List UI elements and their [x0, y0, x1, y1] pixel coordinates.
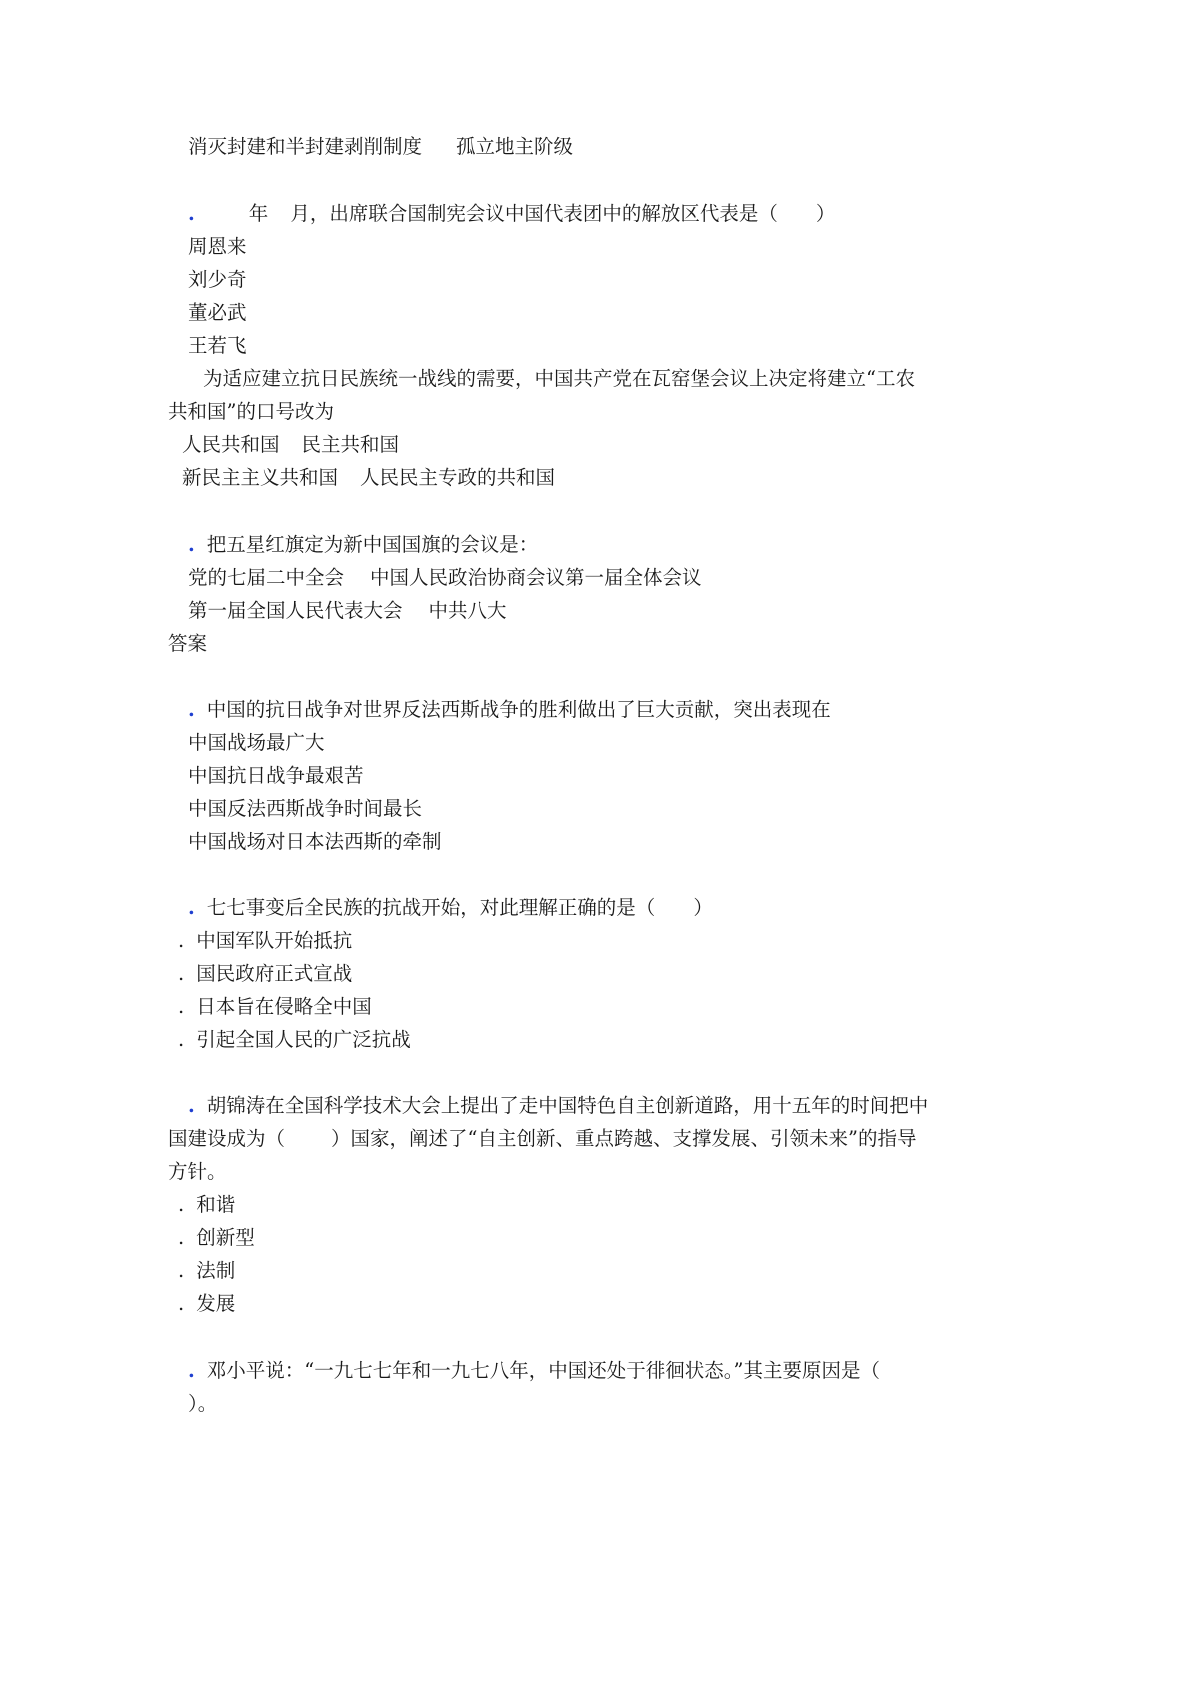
- question-marker: .: [188, 896, 195, 919]
- option-item: 刘少奇: [188, 268, 247, 291]
- option-item: [178, 961, 352, 987]
- option-row: [182, 432, 399, 458]
- question-marker: .: [188, 1094, 195, 1117]
- answer-label: 答案: [168, 632, 208, 655]
- question-text: 邓小平说：“一九七七年和一九七八年，中国还处于徘徊状态。”其主要原因是（: [206, 1359, 880, 1382]
- option-item: 王若飞: [188, 334, 247, 357]
- option-marker: .: [178, 1292, 185, 1315]
- option-text: 法制: [196, 1259, 236, 1282]
- option-text: 第一届全国人民代表大会: [188, 599, 403, 622]
- option-item: 周恩来: [188, 235, 247, 258]
- option-row: [188, 598, 507, 624]
- option-text: 中国人民政治协商会议第一届全体会议: [370, 566, 702, 589]
- question-1: [188, 201, 835, 227]
- question-4: [188, 697, 831, 723]
- question-marker: .: [188, 1359, 195, 1382]
- option-row: [188, 565, 702, 591]
- option-marker: .: [178, 1226, 185, 1249]
- question-6-line: 方针。: [168, 1160, 227, 1183]
- question-text: 月，出席联合国制宪会议中国代表团中的解放区代表是（: [290, 202, 778, 225]
- option-text: 日本旨在侵略全中国: [196, 995, 372, 1018]
- question-text: ）国家，阐述了“自主创新、重点跨越、支撑发展、引领未来”的指导: [331, 1127, 917, 1150]
- option-item: 中国战场对日本法西斯的牵制: [188, 830, 442, 853]
- option-item: 中国抗日战争最艰苦: [188, 764, 364, 787]
- option-row: [182, 465, 555, 491]
- question-text: 七七事变后全民族的抗战开始，对此理解正确的是（: [206, 896, 656, 919]
- option-text: 孤立地主阶级: [456, 135, 574, 158]
- option-item: [178, 1291, 235, 1317]
- question-5: [188, 895, 713, 921]
- question-text: ）: [815, 202, 836, 225]
- option-marker: .: [178, 962, 185, 985]
- option-text: 国民政府正式宣战: [196, 962, 353, 985]
- option-text: 人民共和国: [182, 433, 280, 456]
- option-text: 创新型: [196, 1226, 255, 1249]
- option-item: 中国反法西斯战争时间最长: [188, 797, 423, 820]
- question-text: 中国的抗日战争对世界反法西斯战争的胜利做出了巨大贡献，突出表现在: [206, 698, 831, 721]
- option-text: 中共八大: [428, 599, 507, 622]
- question-6-line: [168, 1126, 916, 1152]
- question-marker: .: [188, 698, 195, 721]
- option-text: 消灭封建和半封建剥削制度: [188, 135, 423, 158]
- question-7-line: ）。: [188, 1392, 218, 1415]
- question-text: 胡锦涛在全国科学技术大会上提出了走中国特色自主创新道路，用十五年的时间把中: [206, 1094, 929, 1117]
- question-text: 年: [248, 202, 269, 225]
- option-text: 民主共和国: [301, 433, 400, 456]
- question-marker: .: [188, 202, 195, 225]
- option-marker: .: [178, 1193, 185, 1216]
- option-item: [178, 1225, 255, 1251]
- option-text: 中国军队开始抵抗: [196, 929, 353, 952]
- option-text: 发展: [196, 1292, 236, 1315]
- option-marker: .: [178, 929, 185, 952]
- question-2-line: 为适应建立抗日民族统一战线的需要，中国共产党在瓦窑堡会议上决定将建立“工农: [203, 367, 915, 390]
- question-3: [188, 532, 538, 558]
- question-6: [188, 1093, 928, 1119]
- option-text: 人民民主专政的共和国: [360, 466, 556, 489]
- question-marker: .: [188, 533, 195, 556]
- option-item: [178, 1258, 235, 1284]
- option-row: [188, 134, 573, 160]
- option-text: 和谐: [196, 1193, 236, 1216]
- option-marker: .: [178, 1028, 185, 1051]
- question-2-line: 共和国”的口号改为: [168, 400, 334, 423]
- option-text: 新民主主义共和国: [182, 466, 339, 489]
- option-item: [178, 994, 372, 1020]
- option-item: [178, 928, 352, 954]
- option-text: 引起全国人民的广泛抗战: [196, 1028, 411, 1051]
- question-text: ）: [693, 896, 713, 919]
- option-marker: .: [178, 1259, 185, 1282]
- option-item: [178, 1027, 411, 1053]
- option-marker: .: [178, 995, 185, 1018]
- option-item: 中国战场最广大: [188, 731, 325, 754]
- option-text: 党的七届二中全会: [188, 566, 345, 589]
- question-text: 把五星红旗定为新中国国旗的会议是：: [206, 533, 539, 556]
- option-item: [178, 1192, 235, 1218]
- option-item: 董必武: [188, 301, 247, 324]
- question-7: [188, 1358, 880, 1384]
- question-text: 国建设成为（: [168, 1127, 286, 1150]
